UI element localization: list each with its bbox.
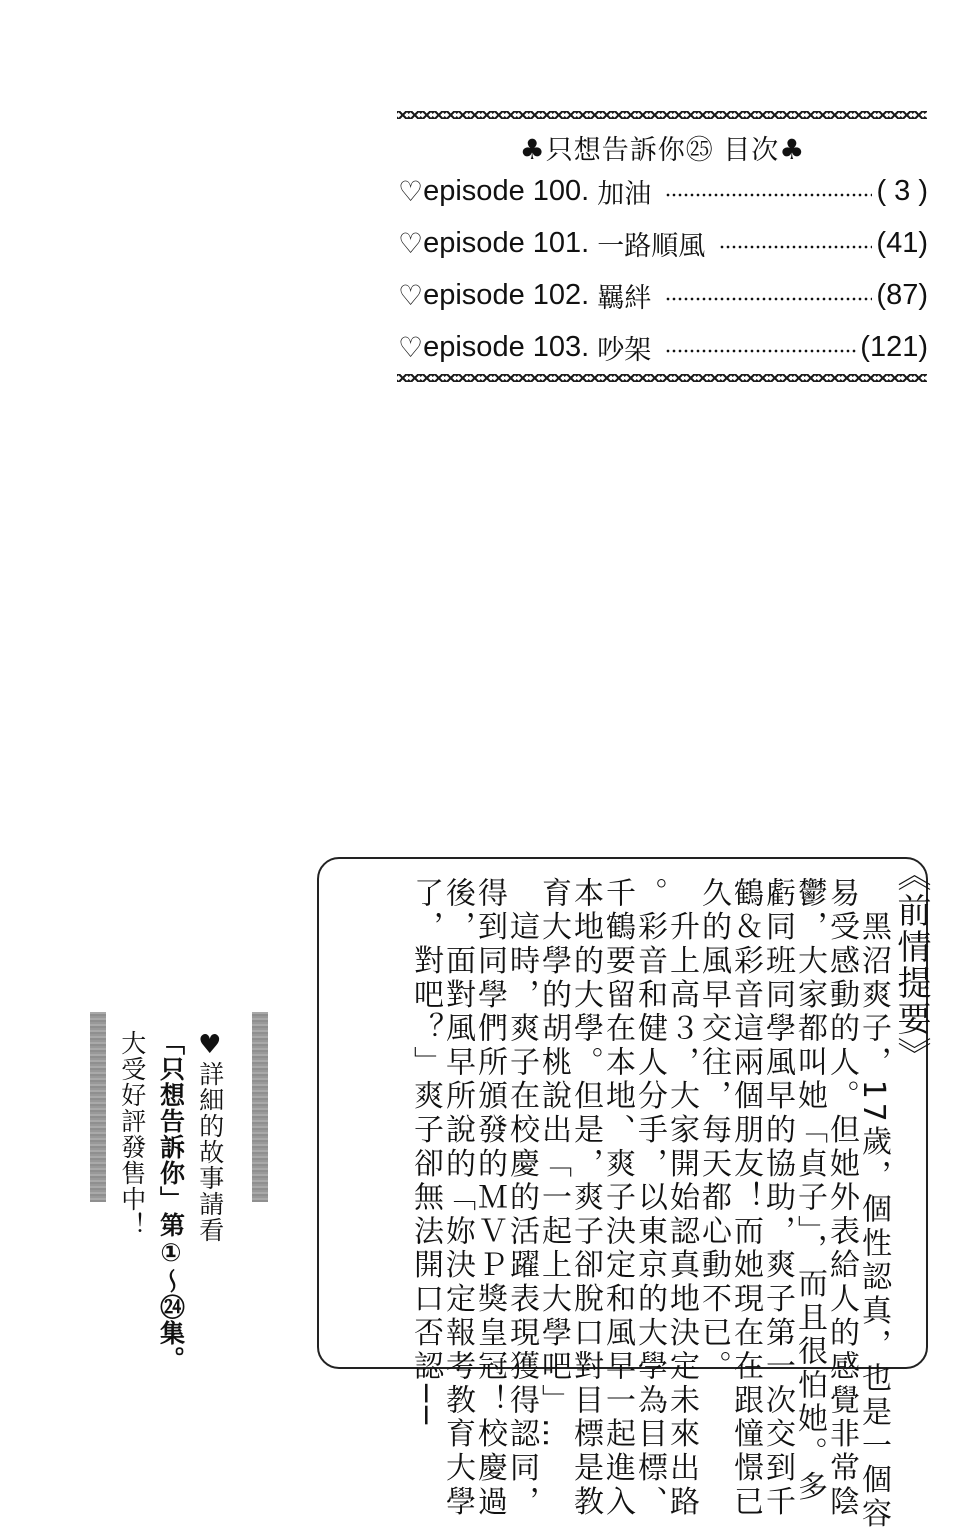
page-number: ( 3 ) — [876, 174, 928, 207]
synopsis-line: 久的風早交往，每天都心動不已。 — [696, 877, 731, 1384]
episode-title: 吵架 — [597, 334, 652, 366]
synopsis-line: 千鶴要留在本地、爽子決定和風早一起進入 — [600, 877, 635, 1520]
synopsis-line: 。彩音和健人分手，以東京的大學為目標、 — [632, 877, 667, 1520]
page-number: (121) — [860, 330, 928, 363]
heart-outline-icon: ♡ — [398, 174, 424, 208]
toc-entry[interactable] — [398, 223, 928, 263]
dot-leader — [665, 297, 872, 301]
side-note-line-1: ♥詳細的故事請看 — [194, 1030, 225, 1243]
club-icon: ♣ — [519, 133, 546, 166]
synopsis-line: 易受感動的人。但她外表給人的感覺非常陰 — [824, 877, 859, 1520]
dot-leader — [719, 245, 872, 249]
synopsis-line: 鬱，大家都叫她「貞子」，而且很怕她。多 — [792, 877, 827, 1505]
toc-entry[interactable] — [398, 327, 928, 367]
side-note-line-3: 大受好評發售中！ — [117, 1030, 147, 1238]
episode-number: episode 100. — [423, 174, 590, 207]
dot-leader — [665, 349, 856, 353]
toc-bottom-border — [397, 374, 927, 382]
synopsis-line: 升上高３，大家開始認真地決定未來出路 — [664, 877, 699, 1520]
synopsis-line: 虧同班同學風早的協助，爽子第一次交到千 — [760, 877, 795, 1520]
heart-outline-icon: ♡ — [398, 330, 424, 364]
heart-outline-icon: ♡ — [398, 226, 424, 260]
synopsis-line: 後，面對風早所說的「妳決定報考教育大學 — [440, 877, 475, 1520]
toc-title — [400, 128, 925, 167]
episode-title: 加油 — [597, 178, 652, 210]
side-note-line-2: 「只想告訴你」第①～㉔集。 — [156, 1030, 186, 1372]
heart-filled-icon: ♥ — [194, 1030, 225, 1061]
dot-leader — [665, 193, 872, 197]
synopsis-line: 鶴＆彩音這兩個朋友！而她現在在跟憧憬已 — [728, 877, 763, 1520]
synopsis-line: 育大學的胡桃說出「一起上大學吧」… — [536, 877, 571, 1452]
decorative-gray-band — [252, 1012, 268, 1202]
heart-outline-icon: ♡ — [398, 278, 424, 312]
episode-title: 一路順風 — [597, 230, 706, 262]
synopsis-line: 本地的大學。但是，爽子卻脫口對目標是教 — [568, 877, 603, 1520]
page-number: (87) — [876, 278, 928, 311]
synopsis-body — [408, 877, 891, 1531]
page-number: (41) — [876, 226, 928, 259]
synopsis-heading: 《前情提要》 — [891, 857, 931, 1073]
toc-entry[interactable] — [398, 275, 928, 315]
episode-number: episode 101. — [423, 226, 590, 259]
episode-title: 羈絆 — [597, 282, 652, 314]
synopsis-line: 了，對吧？」爽子卻無法開口否認── — [408, 877, 443, 1428]
synopsis-box — [317, 857, 931, 1531]
decorative-gray-band — [90, 1012, 106, 1202]
episode-number: episode 102. — [423, 278, 590, 311]
episode-number: episode 103. — [423, 330, 590, 363]
toc-title-text: 只想告訴你㉕ 目次 — [545, 135, 780, 166]
toc-top-border — [397, 111, 927, 119]
synopsis-line: 這時，爽子在校慶的活躍表現獲得認同， — [504, 877, 539, 1520]
toc-entry[interactable] — [398, 171, 928, 211]
side-note — [112, 1030, 230, 1370]
synopsis-line: 得到同學們所頒發的ＭＶＰ獎皇冠！校慶過 — [472, 877, 507, 1520]
synopsis-line: 黑沼爽子，17歲，個性認真，也是一個容 — [856, 877, 891, 1531]
club-icon: ♣ — [779, 133, 806, 166]
